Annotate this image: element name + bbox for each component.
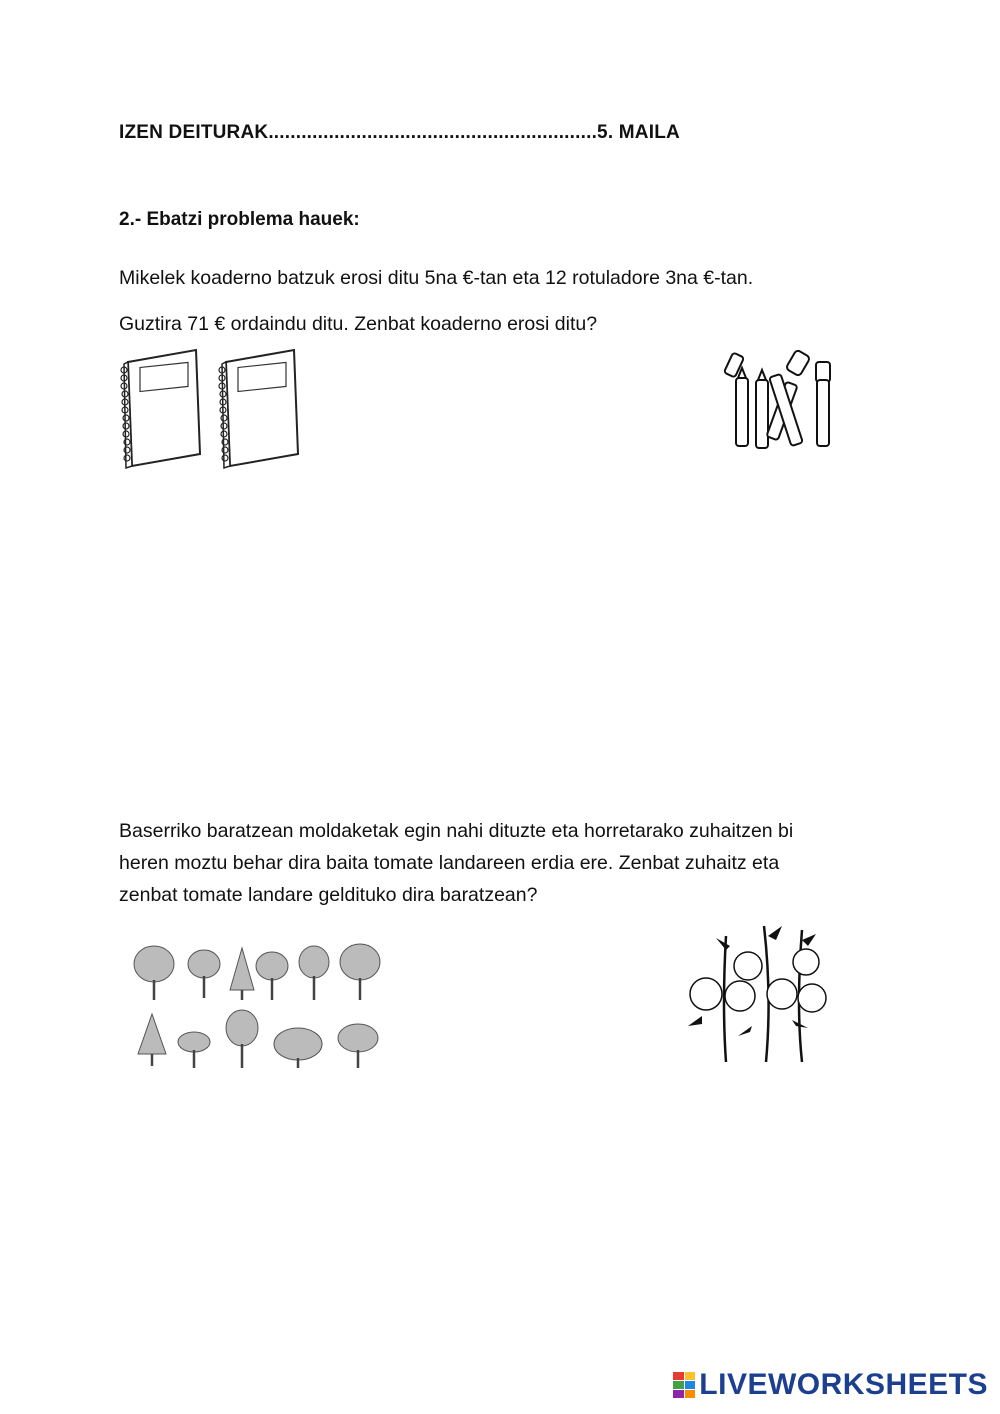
brand-watermark — [673, 1368, 988, 1402]
tree-icon — [128, 938, 393, 1078]
problem-2-line-2: heren moztu behar dira baita tomate landareen erdia ere. Zenbat zuhaitz eta — [119, 852, 780, 874]
notebook-icon — [116, 346, 206, 470]
notebook-icon — [214, 346, 304, 470]
problem-1-text — [119, 262, 899, 340]
marker-icon — [716, 348, 846, 456]
brand-logo-icon — [673, 1372, 695, 1398]
problem-2-text — [119, 815, 899, 911]
brand-name: LIVEWORKSHEETS — [699, 1368, 988, 1401]
problem-2-line-1: Baserriko baratzean moldaketak egin nahi dituzte eta horretarako zuhaitzen bi — [119, 820, 794, 842]
tomato-plant-icon — [682, 916, 838, 1066]
problem-1-line-1: Mikelek koaderno batzuk erosi ditu 5na €-tan eta 12 rotuladore 3na €-tan. — [119, 267, 754, 289]
problem-2-line-3: zenbat tomate landare geldituko dira baratzean? — [119, 884, 538, 906]
section-title: 2.- Ebatzi problema hauek: — [119, 209, 360, 230]
problem-1-line-2: Guztira 71 € ordaindu ditu. Zenbat koaderno erosi ditu? — [119, 313, 598, 335]
student-name-header: IZEN DEITURAK............................................................5. MAILA — [119, 122, 680, 143]
